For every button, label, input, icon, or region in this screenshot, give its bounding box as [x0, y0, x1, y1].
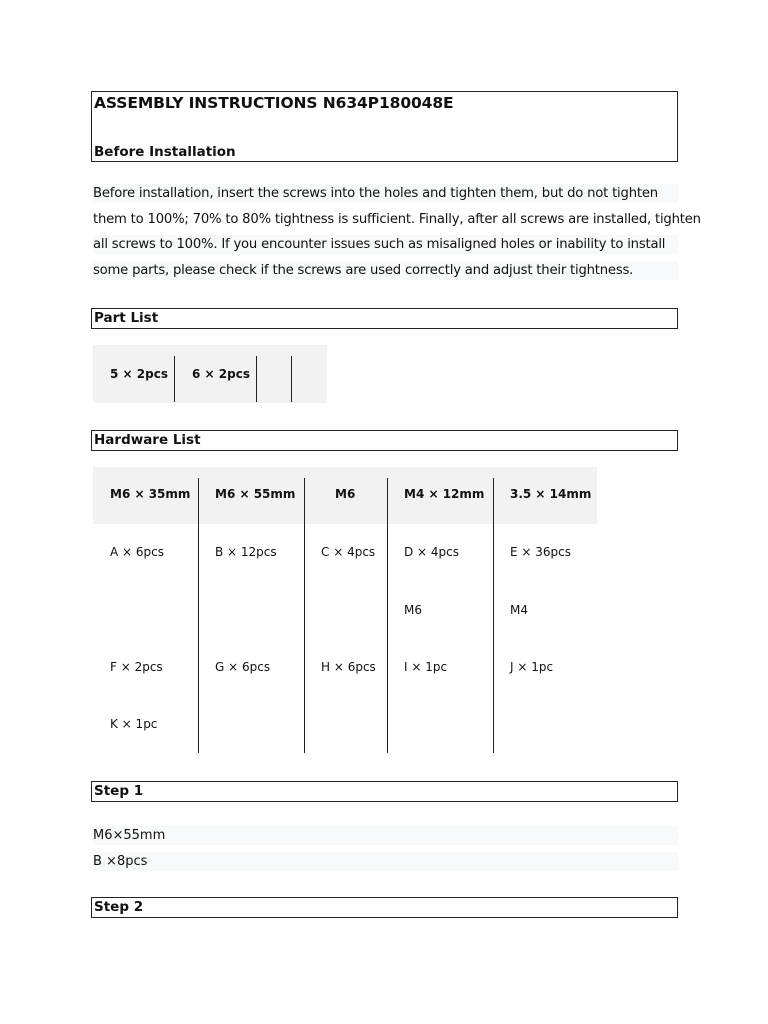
- document-header: [91, 91, 678, 162]
- hardware-cell: M4: [510, 603, 528, 617]
- intro-line: all screws to 100%. If you encounter issues such as misaligned holes or inability to install: [93, 235, 678, 254]
- hardware-column-header: M6 × 35mm: [110, 487, 191, 501]
- column-divider: [256, 356, 257, 402]
- column-divider: [174, 356, 175, 402]
- hardware-column-header: M6 × 55mm: [215, 487, 296, 501]
- step-1-line: B ×8pcs: [93, 852, 678, 871]
- hardware-cell: M6: [404, 603, 422, 617]
- document-title: ASSEMBLY INSTRUCTIONS N634P180048E: [94, 94, 454, 112]
- hardware-column-header: M6: [335, 487, 356, 501]
- hardware-cell: H × 6pcs: [321, 660, 376, 674]
- step-1-heading-bar: [91, 781, 678, 802]
- hardware-cell: A × 6pcs: [110, 545, 164, 559]
- intro-line: Before installation, insert the screws into the holes and tighten them, but do not tighten: [93, 184, 678, 203]
- hardware-cell: K × 1pc: [110, 717, 158, 731]
- hardware-list-heading: Hardware List: [94, 432, 201, 448]
- intro-line: them to 100%; 70% to 80% tightness is sufficient. Finally, after all screws are installed, tighten: [93, 211, 701, 227]
- column-divider: [304, 478, 305, 753]
- part-list-table: [93, 345, 327, 403]
- intro-line: some parts, please check if the screws are used correctly and adjust their tightness.: [93, 261, 678, 280]
- section-heading-before-installation: Before Installation: [94, 144, 236, 160]
- hardware-column-header: M4 × 12mm: [404, 487, 485, 501]
- part-cell: 6 × 2pcs: [192, 367, 250, 381]
- hardware-cell: B × 12pcs: [215, 545, 277, 559]
- column-divider: [198, 478, 199, 753]
- hardware-column-header: 3.5 × 14mm: [510, 487, 592, 501]
- intro-paragraph: [93, 184, 701, 286]
- hardware-list-heading-bar: [91, 430, 678, 451]
- hardware-cell: J × 1pc: [510, 660, 554, 674]
- hardware-cell: C × 4pcs: [321, 545, 376, 559]
- hardware-cell: G × 6pcs: [215, 660, 271, 674]
- column-divider: [291, 356, 292, 402]
- step-2-heading-bar: [91, 897, 678, 918]
- column-divider: [387, 478, 388, 753]
- hardware-cell: E × 36pcs: [510, 545, 572, 559]
- step-1-heading: Step 1: [94, 783, 144, 799]
- hardware-cell: F × 2pcs: [110, 660, 163, 674]
- part-list-heading-bar: [91, 308, 678, 329]
- step-2-heading: Step 2: [94, 899, 144, 915]
- step-1-line: M6×55mm: [93, 826, 678, 845]
- column-divider: [493, 478, 494, 753]
- hardware-cell: D × 4pcs: [404, 545, 460, 559]
- part-cell: 5 × 2pcs: [110, 367, 168, 381]
- part-list-heading: Part List: [94, 310, 159, 326]
- hardware-cell: I × 1pc: [404, 660, 448, 674]
